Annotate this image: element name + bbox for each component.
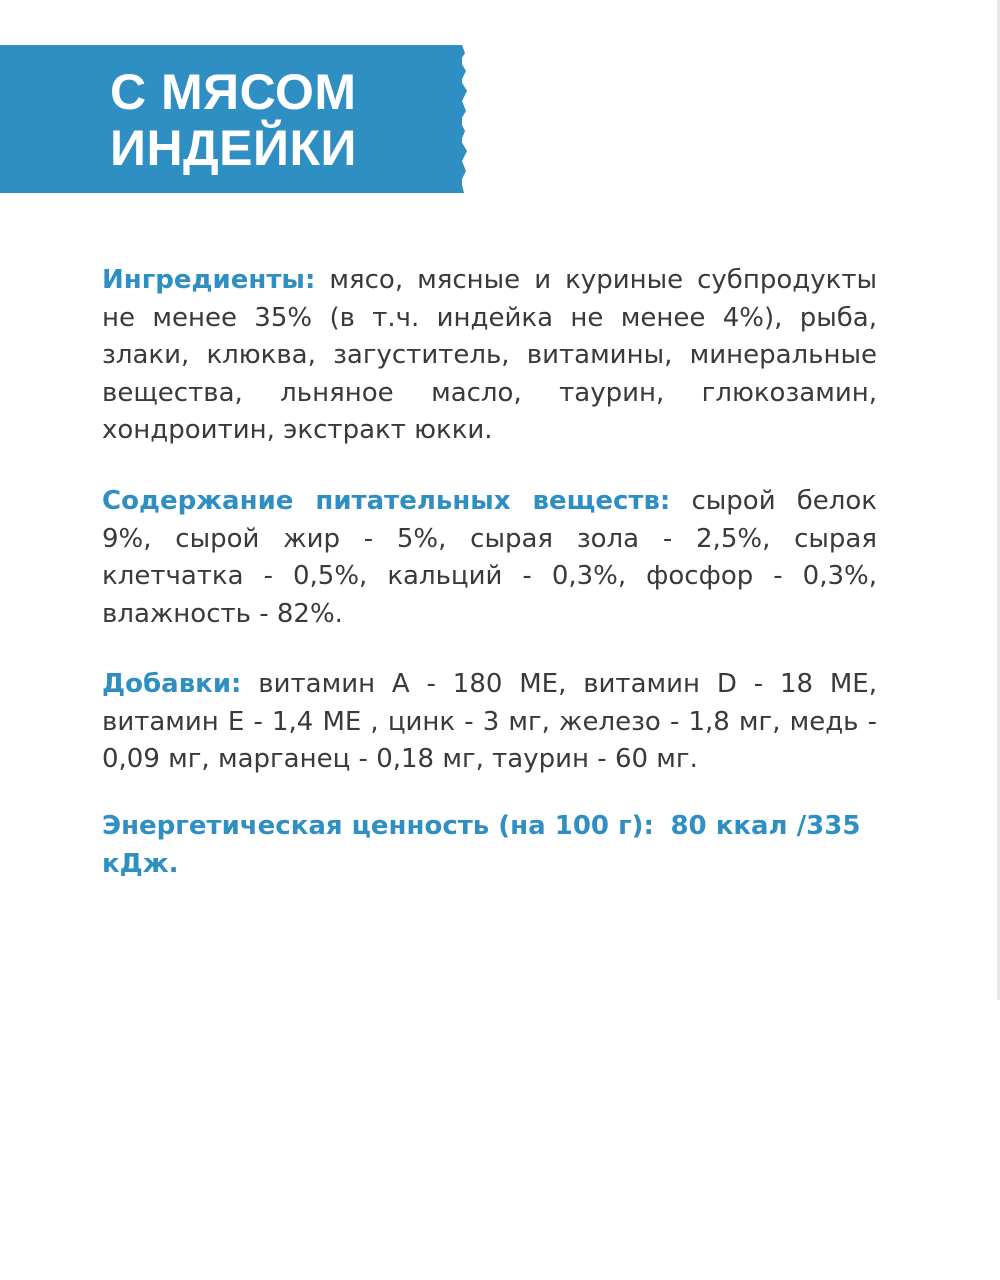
banner-title-line-1: С МЯСОМ: [110, 64, 357, 120]
ingredients-text: мясо, мясные и куриные субпродукты не менее 35% (в т.ч. индейка не менее 4%), рыба, злаки, клюква, загуститель, витамины, минеральные вещества, льняное масло, таурин, глюкозамин, хондроитин, экстракт юкки.: [102, 265, 877, 445]
flavor-banner: [0, 45, 462, 193]
additives-section: [102, 666, 877, 779]
nutrients-label: Содержание питательных веществ:: [102, 486, 671, 516]
additives-label: Добавки:: [102, 669, 242, 699]
nutrients-text: сырой белок 9%, сырой жир - 5%, сырая зола - 2,5%, сырая клетчатка - 0,5%, кальций - 0,3%, фосфор - 0,3%, влажность - 82%.: [102, 486, 878, 629]
ingredients-label: Ингредиенты:: [102, 265, 316, 295]
ingredients-section: [102, 262, 877, 450]
additives-text: витамин А - 180 МЕ, витамин D - 18 МЕ, витамин Е - 1,4 МЕ , цинк - 3 мг, железо - 1,8 мг, медь - 0,09 мг, марганец - 0,18 мг, таурин - 60 мг.: [102, 669, 878, 774]
banner-torn-edge: [456, 45, 468, 193]
energy-section: [102, 808, 922, 883]
banner-title-line-2: ИНДЕЙКИ: [110, 120, 357, 176]
nutrients-section: [102, 483, 877, 633]
energy-value: 80 ккал /335 кДж.: [102, 811, 861, 879]
energy-label: Энергетическая ценность (на 100 г):: [102, 811, 654, 841]
